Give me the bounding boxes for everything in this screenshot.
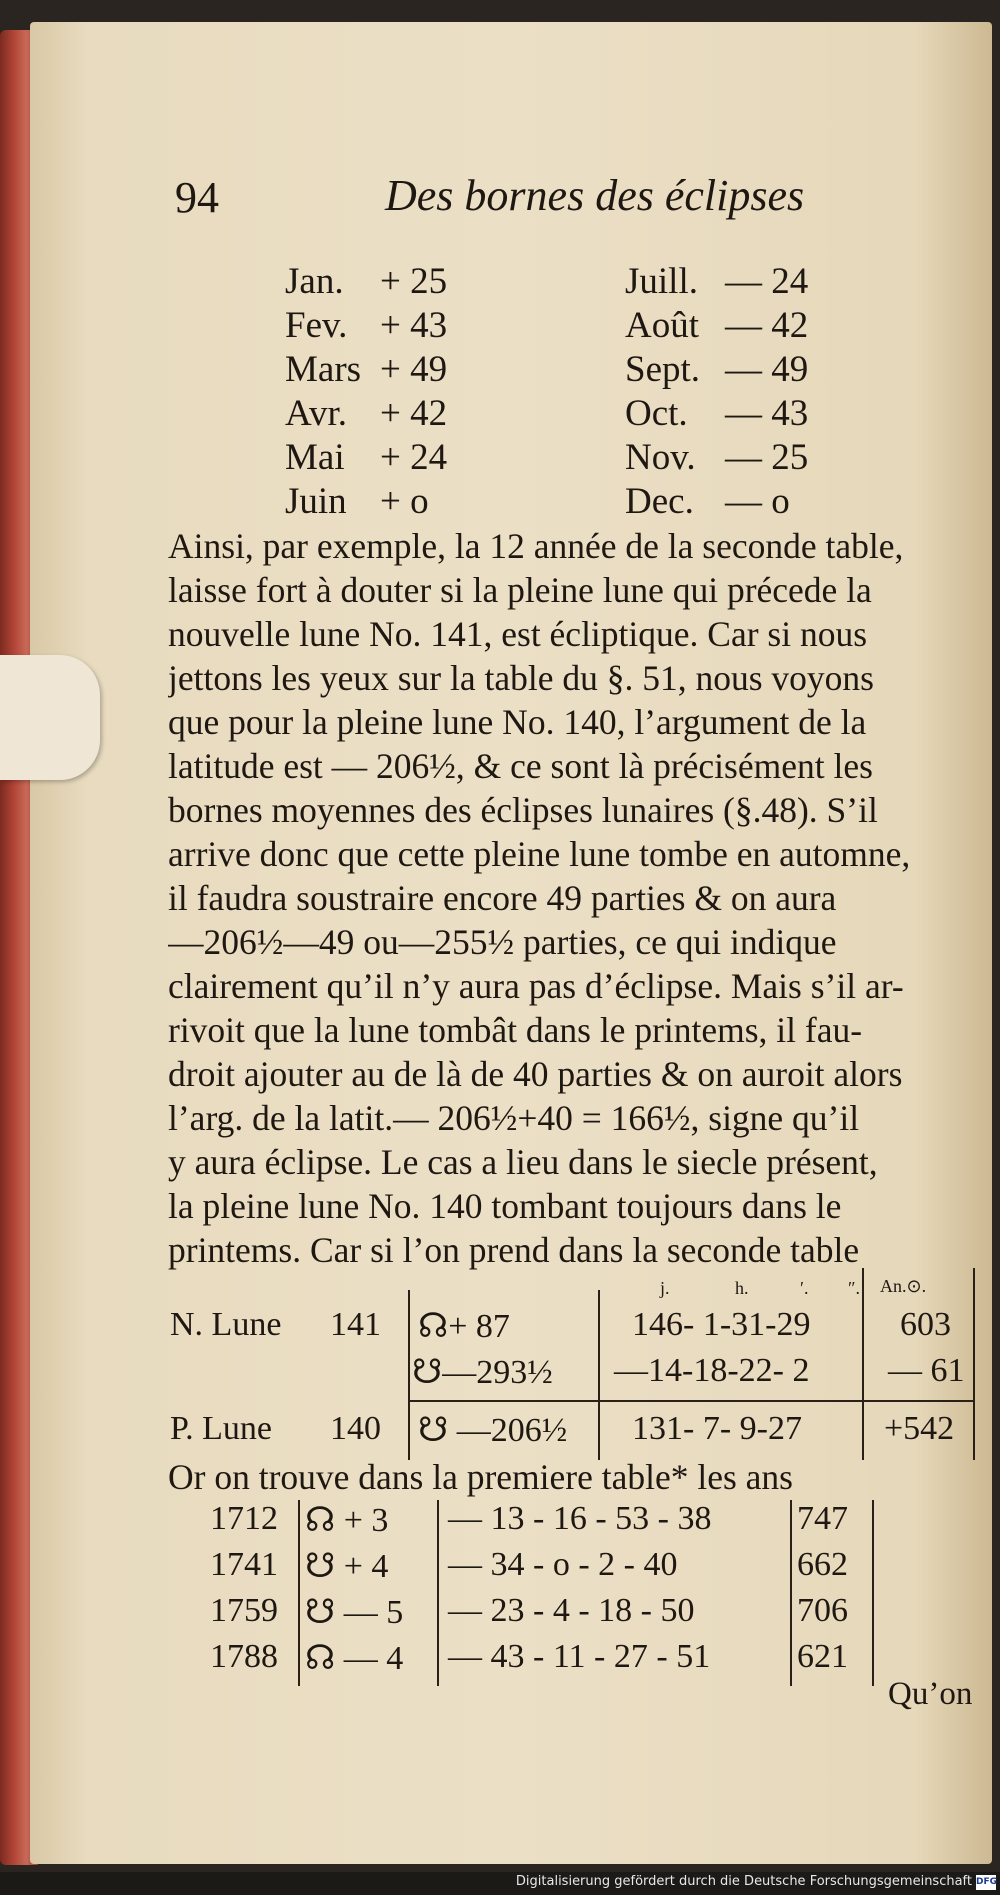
month-value: — 24 [725, 261, 809, 302]
text-line: que pour la pleine lune No. 140, l’argument de la [168, 702, 867, 742]
col-header-minutes: ′. [800, 1278, 809, 1298]
transition-line: Or on trouve dans la premiere table* les ans [168, 1457, 793, 1497]
text-line: laisse fort à douter si la pleine lune qui précede la [168, 570, 872, 610]
anomaly-value: 662 [797, 1546, 848, 1583]
month-label: Août [625, 305, 699, 346]
time-value: — 13 - 16 - 53 - 38 [448, 1500, 712, 1537]
text-line: jettons les yeux sur la table du §. 51, nous voyons [168, 658, 874, 698]
text-line: Ainsi, par exemple, la 12 année de la seconde table, [168, 526, 904, 566]
text-line: rivoit que la lune tombât dans le printems, il fau- [168, 1010, 863, 1050]
month-value: + 43 [380, 305, 448, 346]
time-value: —14-18-22- 2 [614, 1352, 810, 1389]
text-line: droit ajouter au de là de 40 parties & on auroit alors [168, 1054, 903, 1094]
time-value: — 23 - 4 - 18 - 50 [448, 1592, 695, 1629]
text-line: clairement qu’il n’y aura pas d’éclipse. Mais s’il ar- [168, 966, 904, 1006]
footer-credit: Digitalisierung gefördert durch die Deutsche Forschungsgemeinschaft [515, 1874, 972, 1889]
text-line: —206½—49 ou—255½ parties, ce qui indique [168, 922, 837, 962]
node-value: ☊ + 3 [305, 1502, 389, 1539]
month-value: — 43 [725, 393, 809, 434]
month-value: + 49 [380, 349, 448, 390]
node-value: ☋ — 5 [305, 1594, 404, 1631]
month-value: — o [725, 481, 790, 522]
text-line: printems. Car si l’on prend dans la seconde table [168, 1230, 860, 1270]
text-line: latitude est — 206½, & ce sont là précisément les [168, 746, 873, 786]
row-number: 140 [330, 1410, 381, 1447]
month-label: Mai [285, 437, 345, 478]
col-header-seconds: ″. [848, 1278, 860, 1298]
text-line: l’arg. de la latit.— 206½+40 = 166½, signe qu’il [168, 1098, 860, 1138]
time-value: 146- 1-31-29 [632, 1306, 811, 1343]
month-value: + 42 [380, 393, 448, 434]
dfg-logo-icon: DFG [976, 1875, 996, 1890]
month-label: Sept. [625, 349, 701, 390]
month-label: Jan. [285, 261, 344, 302]
anomaly-value: 621 [797, 1638, 848, 1675]
table-rule [790, 1500, 792, 1686]
text-line: il faudra soustraire encore 49 parties & on aura [168, 878, 837, 918]
month-label: Juin [285, 481, 347, 522]
month-label: Oct. [625, 393, 688, 434]
month-label: Dec. [625, 481, 694, 522]
anomaly-value: 603 [900, 1306, 951, 1343]
col-header-anomaly: An.⊙. [880, 1276, 927, 1296]
table-rule [973, 1268, 975, 1460]
time-value: — 43 - 11 - 27 - 51 [448, 1638, 711, 1675]
page-marker-tab [0, 655, 100, 780]
table-rule [298, 1500, 300, 1686]
text-line: la pleine lune No. 140 tombant toujours dans le [168, 1186, 842, 1226]
text-line: y aura éclipse. Le cas a lieu dans le siecle présent, [168, 1142, 878, 1182]
month-label: Fev. [285, 305, 348, 346]
anomaly-value: 706 [797, 1592, 848, 1629]
month-value: — 25 [725, 437, 809, 478]
month-value: + 24 [380, 437, 448, 478]
month-label: Nov. [625, 437, 696, 478]
month-value: + o [380, 481, 429, 522]
node-value: ☊ — 4 [305, 1640, 404, 1677]
text-line: bornes moyennes des éclipses lunaires (§.48). S’il [168, 790, 878, 830]
catchword: Qu’on [888, 1676, 973, 1712]
year-value: 1759 [210, 1592, 278, 1629]
month-label: Juill. [625, 261, 698, 302]
col-header-hours: h. [735, 1278, 749, 1298]
month-value: — 49 [725, 349, 809, 390]
year-value: 1712 [210, 1500, 278, 1537]
text-line: arrive donc que cette pleine lune tombe en automne, [168, 834, 911, 874]
node-value: ☋ —206½ [418, 1412, 568, 1449]
row-label: N. Lune [170, 1306, 282, 1343]
node-value: ☋—293½ [412, 1354, 553, 1391]
year-value: 1788 [210, 1638, 278, 1675]
col-header-days: j. [660, 1278, 670, 1298]
table-rule [598, 1290, 600, 1460]
table-rule [410, 1400, 973, 1402]
month-label: Mars [285, 349, 362, 390]
table-rule [862, 1268, 864, 1460]
month-value: + 25 [380, 261, 448, 302]
anomaly-value: — 61 [888, 1352, 965, 1389]
table-rule [437, 1500, 439, 1686]
time-value: — 34 - o - 2 - 40 [448, 1546, 678, 1583]
year-value: 1741 [210, 1546, 278, 1583]
node-value: ☊+ 87 [418, 1308, 510, 1345]
month-label: Avr. [285, 393, 348, 434]
table-rule [872, 1500, 874, 1686]
table-rule [408, 1290, 410, 1460]
node-value: ☋ + 4 [305, 1548, 389, 1585]
text-line: nouvelle lune No. 141, est écliptique. Car si nous [168, 614, 868, 654]
row-label: P. Lune [170, 1410, 272, 1447]
row-number: 141 [330, 1306, 381, 1343]
anomaly-value: +542 [884, 1410, 955, 1447]
time-value: 131- 7- 9-27 [632, 1410, 802, 1447]
month-value: — 42 [725, 305, 809, 346]
digitization-footer [0, 1872, 1000, 1895]
page-number: 94 [175, 173, 219, 222]
anomaly-value: 747 [797, 1500, 848, 1537]
running-title: Des bornes des éclipses [385, 171, 805, 220]
